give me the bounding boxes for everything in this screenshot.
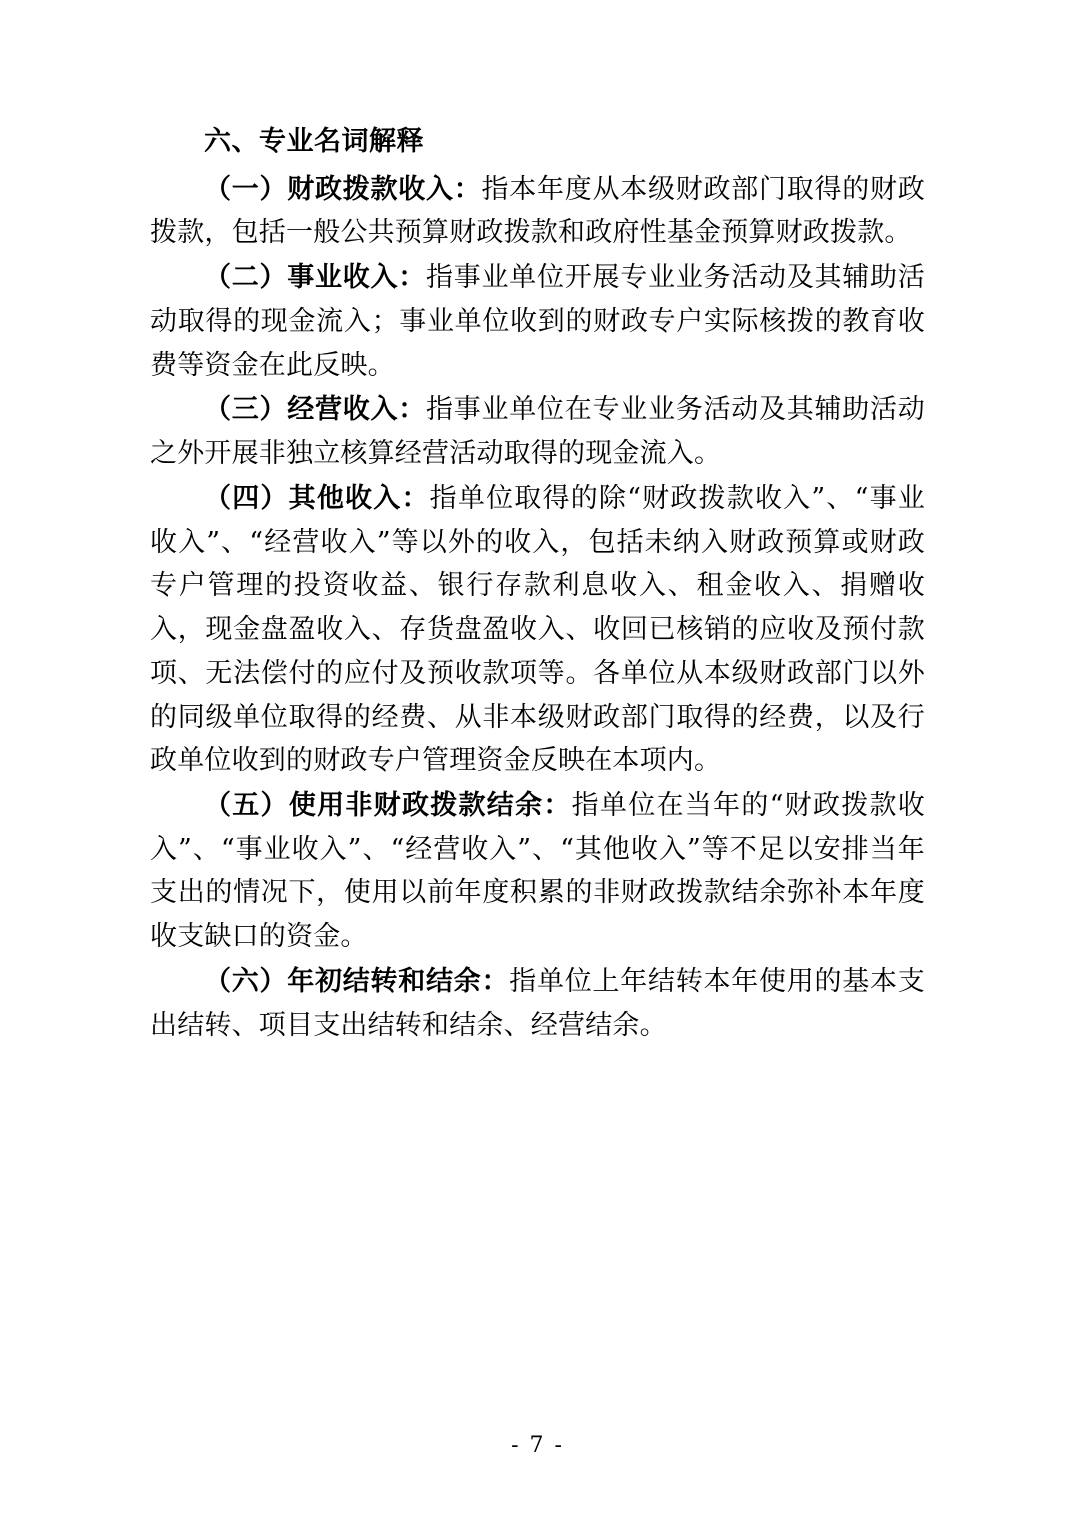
paragraph-term: （五）使用非财政拨款结余： [204,790,572,822]
paragraph-term: （六）年初结转和结余： [204,965,510,997]
paragraph-text: 指单位在当年的“财政拨款收入”、“事业收入”、“经营收入”、“其他收入”等不足以安排当年支出的情况下，使用以前年度积累的非财政拨款结余弥补本年度收支缺口的资金。 [150,790,925,953]
paragraph-text: 指事业单位在专业业务活动及其辅助活动之外开展非独立核算经营活动取得的现金流入。 [150,394,925,470]
paragraph-item [150,168,925,255]
paragraph-item [150,960,925,1047]
paragraph-text: 指本年度从本级财政部门取得的财政拨款，包括一般公共预算财政拨款和政府性基金预算财政拨款。 [150,173,926,249]
paragraph-item [150,784,925,959]
paragraph-term: （四）其他收入： [204,482,430,514]
page-number: - 7 - [511,1433,564,1458]
paragraph-text: 指事业单位开展专业业务活动及其辅助活动取得的现金流入；事业单位收到的财政专户实际核拨的教育收费等资金在此反映。 [150,262,925,381]
document-body [150,120,925,1047]
paragraph-item [150,256,925,387]
paragraph-term: （一）财政拨款收入： [204,173,482,205]
paragraph-item [150,477,925,783]
paragraph-text: 指单位上年结转本年使用的基本支出结转、项目支出结转和结余、经营结余。 [150,965,926,1041]
paragraph-term: （二）事业收入： [204,262,427,294]
paragraph-term: （三）经营收入： [204,394,427,426]
paragraph-text: 指单位取得的除“财政拨款收入”、“事业收入”、“经营收入”等以外的收入，包括未纳入财政预算或财政专户管理的投资收益、银行存款利息收入、租金收入、捐赠收入，现金盘盈收入、存货盘盈收入、收回已核销的应收及预付款项、无法偿付的应付及预收款项等。各单位从本级财政部门以外的同级单位取得的经费、从非本级财政部门取得的经费，以及行政单位收到的财政专户管理资金反映在本项内。 [150,482,925,777]
section-heading: 六、专业名词解释 [204,126,424,157]
paragraph-item [150,388,925,475]
